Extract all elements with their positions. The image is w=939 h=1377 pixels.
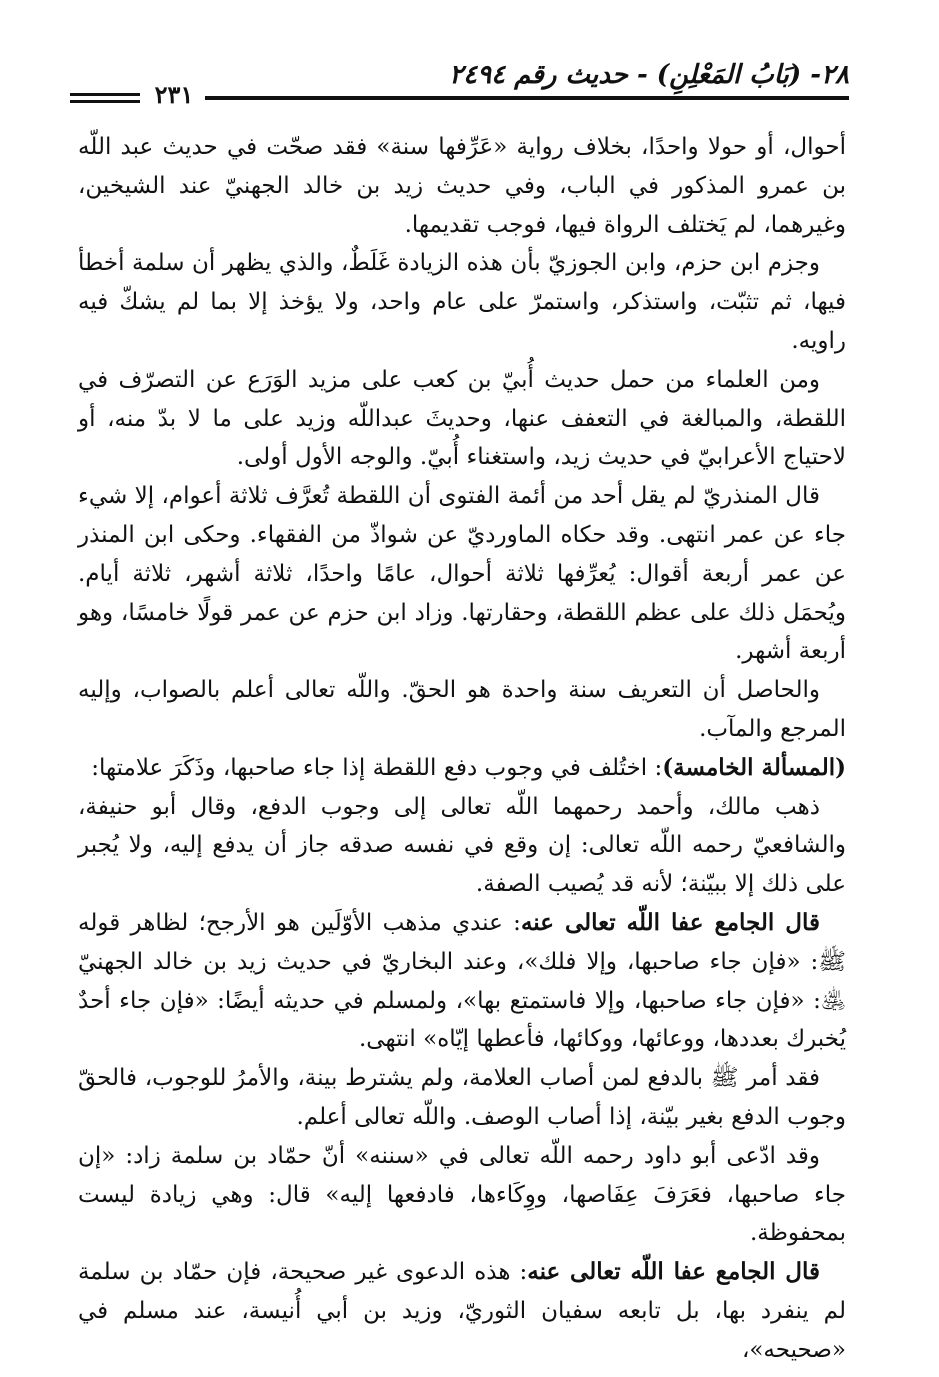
paragraph-text: ومن العلماء من حمل حديث أُبيّ بن كعب على مزيد الوَرَع عن التصرّف في اللقطة، والمبالغة في التعفف عنها، وحديثَ عبداللّه وزيد على ما لا بدّ منه، أو لاحتياج الأعرابيّ في حديث زيد، واستغناء أُبيّ. والوجه الأول أولى. xyxy=(78,366,846,471)
paragraph-text: أحوال، أو حولا واحدًا، بخلاف رواية «عَرِّفها سنة» فقد صحّت في حديث عبد اللّه بن عمرو المذكور في الباب، وفي حديث زيد بن خالد الجهنيّ عند الشيخين، وغيرهما، لم يَختلف الرواة فيها، فوجب تقديمها. xyxy=(78,134,846,238)
paragraph-text: : عندي مذهب الأوّلَين هو الأرجح؛ لظاهر قوله ﷺ: «فإن جاء صاحبها، وإلا فلك»، وعند البخاريّ في حديث زيد بن خالد الجهنيّ ﵁: «فإن جاء صاحبها، وإلا فاستمتع بها»، ولمسلم في حديثه أيضًا: «فإن جاء أحدٌ يُخبرك بعددها، ووعائها، ووكائها، فأعطها إيّاه» انتهى. xyxy=(78,909,846,1053)
paragraph-text: فقد أمر ﷺ بالدفع لمن أصاب العلامة، ولم يشترط بينة، والأمرُ للوجوب، فالحقّ وجوب الدفع بغير بيّنة، إذا أصاب الوصف. واللّه تعالى أعلم. xyxy=(78,1065,846,1130)
paragraph-text: وجزم ابن حزم، وابن الجوزيّ بأن هذه الزيادة غَلَطٌ، والذي يظهر أن سلمة أخطأ فيها، ثم تثبّت، واستذكر، واستمرّ على عام واحد، ولا يؤخذ إلا بما لم يشكّ فيه راويه. xyxy=(78,250,846,354)
paragraph-text: ذهب مالك، وأحمد رحمهما اللّه تعالى إلى وجوب الدفع، وقال أبو حنيفة، والشافعيّ رحمه اللّه تعالى: إن وقع في نفسه صدقه جاز أن يدفع إليه، ولا يُجبر على ذلك إلا ببيّنة؛ لأنه قد يُصيب الصفة. xyxy=(78,793,846,898)
header-title: ٢٨- (بَابُ المَعْلِنِ) - حديث رقم ٢٤٩٤ xyxy=(449,60,849,90)
author-note-lead: قال الجامع عفا اللّه تعالى عنه xyxy=(527,1258,820,1286)
author-note-lead: قال الجامع عفا اللّه تعالى عنه xyxy=(520,908,821,936)
page-number: ٢٣١ xyxy=(154,80,194,109)
body-text xyxy=(78,128,846,1370)
paragraph-text: : اختُلف في وجوب دفع اللقطة إذا جاء صاحبها، وذَكَرَ علامتها: xyxy=(91,754,663,781)
paragraph-text: قال المنذريّ لم يقل أحد من أئمة الفتوى أن اللقطة تُعرَّف ثلاثة أعوام، إلا شيء جاء عن عمر انتهى. وقد حكاه الماورديّ عن شواذّ من الفقهاء. وحكى ابن المنذر عن عمر أربعة أقوال: يُعرِّفها ثلاثة أحوال، عامًا واحدًا، ثلاثة أشهر، ثلاثة أيام. ويُحمَل ذلك على عظم اللقطة، وحقارتها. وزاد ابن حزم عن عمر قولًا خامسًا، وهو أربعة أشهر. xyxy=(78,483,846,665)
paragraph-text: والحاصل أن التعريف سنة واحدة هو الحقّ. واللّه تعالى أعلم بالصواب، وإليه المرجع والمآب. xyxy=(78,677,846,742)
header-rule xyxy=(205,96,849,100)
paragraph xyxy=(78,1137,846,1253)
running-header xyxy=(70,60,849,109)
paragraph xyxy=(78,671,846,749)
header-double-rule xyxy=(70,93,140,103)
paragraph xyxy=(78,361,846,477)
paragraph-text: وقد ادّعى أبو داود رحمه اللّه تعالى في «سننه» أنّ حمّاد بن سلمة زاد: «إن جاء صاحبها، فعَرَفَ عِفَاصها، ووِكَاءها، فادفعها إليه» قال: وهي زيادة ليست بمحفوظة. xyxy=(78,1142,846,1247)
paragraph xyxy=(78,128,846,244)
paragraph xyxy=(78,1253,846,1369)
paragraph-text: : هذه الدعوى غير صحيحة، فإن حمّاد بن سلمة لم ينفرد بها، بل تابعه سفيان الثوريّ، وزيد بن أبي أُنيسة، عند مسلم في «صحيحه»، xyxy=(78,1259,846,1363)
section-heading: (المسألة الخامسة) xyxy=(662,753,846,781)
paragraph xyxy=(78,749,846,788)
paragraph xyxy=(78,244,846,360)
paragraph xyxy=(78,788,846,904)
paragraph xyxy=(78,904,846,1059)
paragraph xyxy=(78,477,846,671)
paragraph xyxy=(78,1059,846,1137)
